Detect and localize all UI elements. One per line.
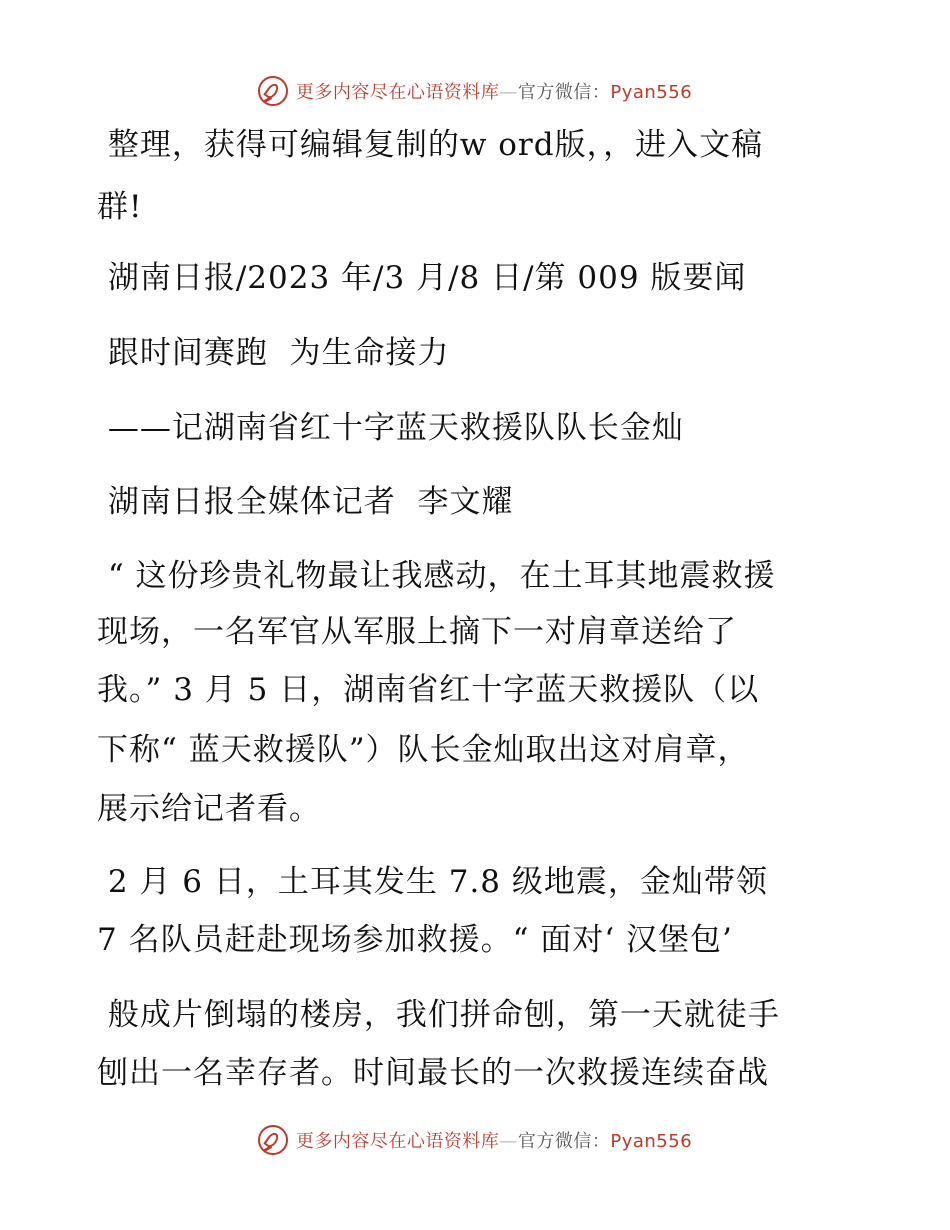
header-banner [0, 71, 950, 111]
banner-content [258, 1125, 692, 1155]
brand-logo-icon [258, 1125, 288, 1155]
text-line: ——记湖南省红十字蓝天救援队队长金灿 [97, 410, 684, 446]
text-line: 2 月 6 日，土耳其发生 7.8 级地震，金灿带领 [97, 864, 768, 900]
brand-logo-icon [258, 76, 288, 106]
text-line: 跟时间赛跑 为生命接力 [97, 335, 450, 371]
text-line: 群! [97, 189, 143, 225]
banner-wechat-label: 官方微信： [517, 1131, 611, 1152]
banner-wechat-label: 官方微信： [517, 82, 611, 103]
text-line: 刨出一名幸存者。时间最长的一次救援连续奋战 [97, 1055, 769, 1091]
banner-wechat-id: Pyan556 [610, 82, 693, 103]
banner-text [296, 1127, 692, 1153]
text-line: 7 名队员赶赴现场参加救援。“ 面对‘ 汉堡包’ [97, 922, 733, 958]
banner-dash: — [499, 1131, 518, 1152]
text-line: 下称“ 蓝天救援队”）队长金灿取出这对肩章， [97, 732, 750, 768]
text-line: 我。” 3 月 5 日，湖南省红十字蓝天救援队（以 [97, 672, 760, 708]
text-line: 整理，获得可编辑复制的w ord版，，进入文稿 [97, 127, 764, 163]
banner-wechat-id: Pyan556 [610, 1131, 693, 1152]
text-line: 般成片倒塌的楼房，我们拼命刨，第一天就徒手 [97, 997, 780, 1033]
footer-banner [0, 1120, 950, 1160]
banner-brand: 更多内容尽在心语资料库 [295, 82, 500, 103]
banner-text [296, 78, 692, 104]
text-line: 湖南日报全媒体记者 李文耀 [97, 484, 514, 520]
text-line: 现场，一名军官从军服上摘下一对肩章送给了 [97, 614, 737, 650]
text-line: “ 这份珍贵礼物最让我感动，在土耳其地震救援 [97, 558, 776, 594]
banner-dash: — [499, 82, 518, 103]
banner-content [258, 76, 692, 106]
banner-brand: 更多内容尽在心语资料库 [295, 1131, 500, 1152]
text-line: 湖南日报/2023 年/3 月/8 日/第 009 版要闻 [97, 260, 747, 296]
text-line: 展示给记者看。 [97, 791, 321, 827]
